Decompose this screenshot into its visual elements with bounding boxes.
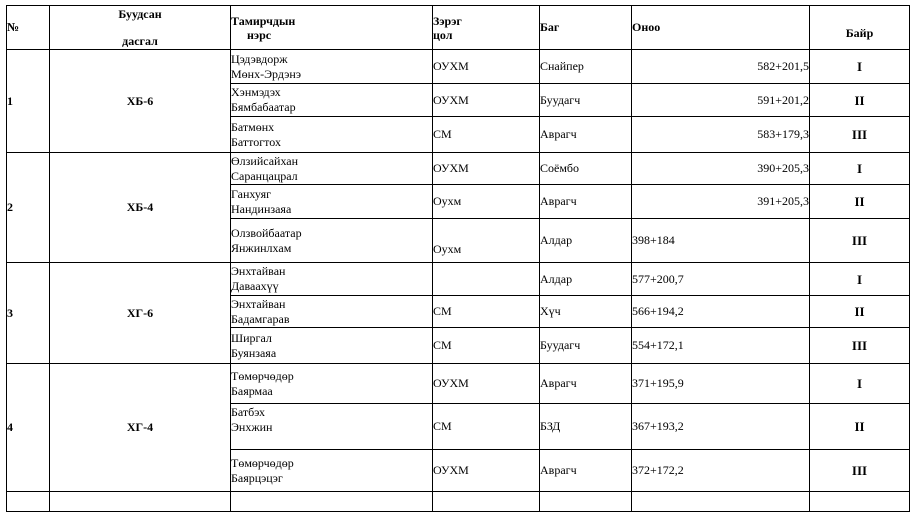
athlete-first-name: Ширгал bbox=[231, 330, 272, 345]
header-rank-line2: цол bbox=[433, 27, 453, 42]
athlete-team: Аврагч bbox=[540, 450, 632, 492]
athlete-team: Алдар bbox=[540, 219, 632, 263]
header-names-line1: Тамирчдын bbox=[231, 13, 296, 28]
athlete-team: Соёмбо bbox=[540, 153, 632, 185]
athlete-team: Аврагч bbox=[540, 185, 632, 219]
athlete-team: Хүч bbox=[540, 296, 632, 328]
athlete-first-name: Цэдэвдорж bbox=[231, 51, 288, 66]
athlete-score: 372+172,2 bbox=[632, 450, 810, 492]
header-team: Баг bbox=[540, 6, 632, 50]
table-row bbox=[7, 153, 910, 185]
athlete-first-name: Ганхуяг bbox=[231, 186, 272, 201]
athlete-team: Снайпер bbox=[540, 50, 632, 84]
athlete-last-name: Даваахүү bbox=[231, 279, 279, 293]
cell bbox=[632, 492, 810, 512]
athlete-first-name: Өлзийсайхан bbox=[231, 153, 299, 168]
athlete-name bbox=[231, 364, 433, 404]
athlete-score: 367+193,2 bbox=[632, 404, 810, 450]
athlete-rank: ОУХМ bbox=[433, 153, 540, 185]
athlete-first-name: Энхтайван bbox=[231, 264, 286, 278]
header-exercise-line2: дасгал bbox=[122, 34, 158, 48]
header-exercise-line1: Буудсан bbox=[118, 7, 162, 21]
athlete-place: I bbox=[810, 364, 910, 404]
athlete-last-name: Баярмаа bbox=[231, 383, 273, 398]
athlete-place: III bbox=[810, 117, 910, 153]
athlete-first-name: Батмөнх bbox=[231, 119, 275, 134]
athlete-score: 390+205,3 bbox=[632, 153, 810, 185]
athlete-place: II bbox=[810, 84, 910, 117]
athlete-last-name: Мөнх-Эрдэнэ bbox=[231, 66, 301, 81]
cell bbox=[7, 492, 50, 512]
athlete-place: III bbox=[810, 328, 910, 364]
table-row-partial bbox=[7, 492, 910, 512]
athlete-place: II bbox=[810, 296, 910, 328]
header-row bbox=[7, 6, 910, 50]
athlete-score: 577+200,7 bbox=[632, 263, 810, 296]
athlete-place: I bbox=[810, 153, 910, 185]
header-place-label: Байр bbox=[845, 25, 874, 40]
athlete-place: III bbox=[810, 219, 910, 263]
athlete-last-name: Янжинлхам bbox=[231, 240, 292, 255]
athlete-first-name: Төмөрчөдөр bbox=[231, 368, 294, 383]
athlete-name bbox=[231, 117, 433, 153]
athlete-team: Аврагч bbox=[540, 117, 632, 153]
header-rank-line1: Зэрэг bbox=[433, 13, 462, 28]
athlete-score: 554+172,1 bbox=[632, 328, 810, 364]
athlete-score: 391+205,3 bbox=[632, 185, 810, 219]
athlete-first-name: Төмөрчөдөр bbox=[231, 455, 294, 470]
athlete-name bbox=[231, 219, 433, 263]
athlete-first-name: Энхтайван bbox=[231, 296, 286, 311]
header-exercise bbox=[50, 6, 231, 50]
athlete-score: 566+194,2 bbox=[632, 296, 810, 328]
athlete-rank: ОУХМ bbox=[433, 50, 540, 84]
athlete-place: I bbox=[810, 50, 910, 84]
cell bbox=[810, 492, 910, 512]
group-exercise: ХГ-6 bbox=[50, 263, 231, 364]
athlete-first-name: Олзвойбаатар bbox=[231, 225, 302, 240]
athlete-score: 583+179,3 bbox=[632, 117, 810, 153]
athlete-rank: СМ bbox=[433, 404, 540, 450]
athlete-team: БЗД bbox=[540, 404, 632, 450]
header-names-line2: нэрс bbox=[247, 27, 272, 42]
athlete-last-name: Саранцацрал bbox=[231, 168, 298, 183]
athlete-team: Алдар bbox=[540, 263, 632, 296]
athlete-team: Буудагч bbox=[540, 328, 632, 364]
table-row bbox=[7, 263, 910, 296]
athlete-rank: СМ bbox=[433, 296, 540, 328]
athlete-last-name: Энхжин bbox=[231, 420, 273, 434]
athlete-name bbox=[231, 296, 433, 328]
athlete-name bbox=[231, 328, 433, 364]
athlete-place: I bbox=[810, 263, 910, 296]
athlete-name bbox=[231, 450, 433, 492]
athlete-name bbox=[231, 153, 433, 185]
group-exercise: ХБ-4 bbox=[50, 153, 231, 263]
athlete-score: 371+195,9 bbox=[632, 364, 810, 404]
athlete-name bbox=[231, 263, 433, 296]
athlete-rank: ОУХМ bbox=[433, 84, 540, 117]
cell bbox=[50, 492, 231, 512]
header-number: № bbox=[7, 6, 50, 50]
group-exercise: ХБ-6 bbox=[50, 50, 231, 153]
athlete-rank bbox=[433, 263, 540, 296]
athlete-last-name: Буянзаяа bbox=[231, 345, 277, 360]
athlete-rank: Оухм bbox=[433, 185, 540, 219]
group-exercise: ХГ-4 bbox=[50, 364, 231, 492]
athlete-rank: Оухм bbox=[433, 219, 540, 263]
athlete-last-name: Баярцэцэг bbox=[231, 470, 283, 485]
group-number: 3 bbox=[7, 263, 50, 364]
athlete-last-name: Нандинзаяа bbox=[231, 201, 292, 216]
header-score: Оноо bbox=[632, 6, 810, 50]
cell bbox=[540, 492, 632, 512]
athlete-score: 398+184 bbox=[632, 219, 810, 263]
athlete-team: Аврагч bbox=[540, 364, 632, 404]
athlete-score: 582+201,5 bbox=[632, 50, 810, 84]
athlete-last-name: Бадамгарав bbox=[231, 311, 290, 326]
athlete-rank: СМ bbox=[433, 117, 540, 153]
athlete-name bbox=[231, 404, 433, 450]
group-number: 2 bbox=[7, 153, 50, 263]
table-row bbox=[7, 50, 910, 84]
athlete-rank: ОУХМ bbox=[433, 450, 540, 492]
athlete-rank: СМ bbox=[433, 328, 540, 364]
group-number: 4 bbox=[7, 364, 50, 492]
cell bbox=[433, 492, 540, 512]
group-number: 1 bbox=[7, 50, 50, 153]
athlete-team: Буудагч bbox=[540, 84, 632, 117]
athlete-last-name: Баттогтох bbox=[231, 134, 281, 149]
athlete-first-name: Хэнмэдэх bbox=[231, 85, 281, 99]
athlete-name bbox=[231, 84, 433, 117]
header-athlete-names bbox=[231, 6, 433, 50]
athlete-name bbox=[231, 50, 433, 84]
header-rank bbox=[433, 6, 540, 50]
athlete-place: III bbox=[810, 450, 910, 492]
athlete-last-name: Бямбабаатар bbox=[231, 100, 296, 114]
results-table bbox=[6, 5, 910, 512]
athlete-rank: ОУХМ bbox=[433, 364, 540, 404]
athlete-first-name: Батбэх bbox=[231, 405, 265, 419]
athlete-name bbox=[231, 185, 433, 219]
athlete-place: II bbox=[810, 404, 910, 450]
athlete-score: 591+201,2 bbox=[632, 84, 810, 117]
table-row bbox=[7, 364, 910, 404]
cell bbox=[231, 492, 433, 512]
athlete-place: II bbox=[810, 185, 910, 219]
header-place bbox=[810, 6, 910, 50]
